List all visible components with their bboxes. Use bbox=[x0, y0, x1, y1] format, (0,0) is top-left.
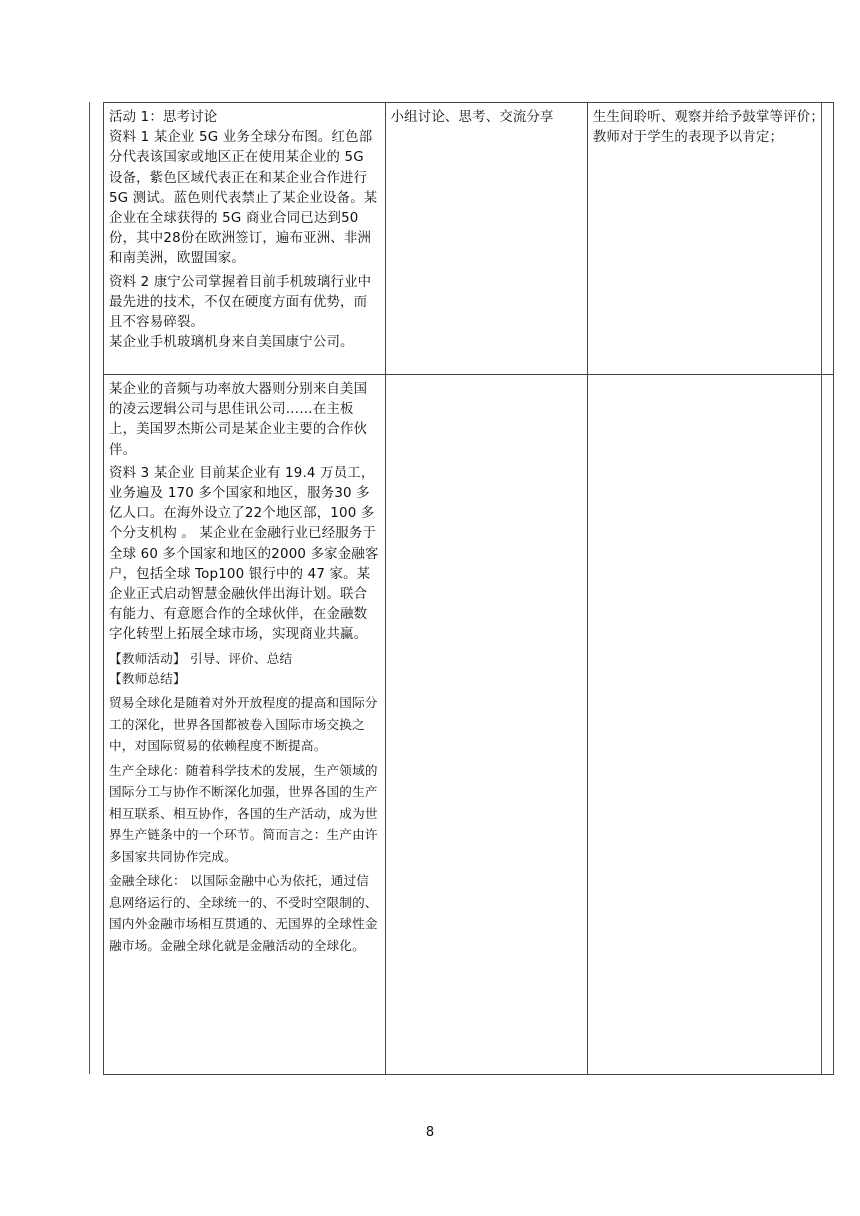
page-number: 8 bbox=[425, 1125, 435, 1140]
teaching-content-cell bbox=[104, 103, 386, 375]
teacher-activity-label: 【教师活动】 引导、评价、总结 bbox=[109, 650, 293, 666]
material-3-paragraph: 资料 3 某企业 目前某企业有 19.4 万员工，业务遍及 170 多个国家和地区，服务30 多亿人口。在海外设立了22个地区部，100 多个分支机构 。 某企业在金融行业已经服务于全球 60 多个国家和地区的2000 多家金融客户，包括全球 Top100 银行中的 47 家。某企业正式启动智慧金融伙伴出海计划。联合有能力、有意愿合作的全球伙伴，在金融数字化转型上拓展全球市场，实现商业共赢。 bbox=[109, 465, 379, 643]
evaluation-text-1: 生生间聆听、观察并给予鼓掌等评价； bbox=[592, 110, 824, 125]
left-margin-rule bbox=[89, 102, 90, 1074]
teacher-summary-label: 【教师总结】 bbox=[109, 670, 186, 686]
trade-globalization-paragraph: 贸易全球化是随着对外开放程度的提高和国际分工的深化，世界各国都被卷入国际市场交换之中，对国际贸易的依赖程度不断提高。 bbox=[109, 695, 378, 754]
table-row bbox=[104, 375, 834, 1075]
activity-heading: 活动 1：思考讨论 bbox=[109, 110, 218, 125]
student-activity-text: 小组讨论、思考、交流分享 bbox=[390, 110, 554, 125]
finance-globalization-paragraph: 金融全球化： 以国际金融中心为依托，通过信息网络运行的、全球统一的、不受时空限制的、 国内外金融市场相互贯通的、无国界的全球性金融市场。金融全球化就是金融活动的全球化。 bbox=[109, 873, 378, 953]
evaluation-cell bbox=[587, 103, 833, 375]
evaluation-cell bbox=[587, 375, 833, 1075]
material-2-paragraph: 资料 2 康宁公司掌握着目前手机玻璃行业中最先进的技术，不仅在硬度方面有优势，而且不容易碎裂。 bbox=[109, 274, 372, 331]
lesson-plan-table bbox=[103, 102, 834, 1075]
table-row bbox=[104, 103, 834, 375]
material-2-note: 某企业手机玻璃机身来自美国康宁公司。 bbox=[109, 335, 354, 351]
material-1-paragraph: 资料 1 某企业 5G 业务全球分布图。红色部分代表该国家或地区正在使用某企业的 5G 设备，紫色区域代表正在和某企业合作进行 5G 测试。蓝色则代表禁止了某企业设备。某企业在全球获得的 5G 商业合同已达到50份，其中28份在欧洲签订，遍布亚洲、非洲和南美洲，欧盟国家。 bbox=[109, 130, 378, 267]
evaluation-text-2: 教师对于学生的表现予以肯定； bbox=[592, 130, 784, 146]
teaching-content-cell bbox=[104, 375, 386, 1075]
student-activity-cell bbox=[385, 103, 587, 375]
suppliers-paragraph: 某企业的音频与功率放大器则分别来自美国的凌云逻辑公司与思佳讯公司……在主板上，美国罗杰斯公司是某企业主要的合作伙伴。 bbox=[109, 382, 368, 458]
production-globalization-paragraph: 生产全球化：随着科学技术的发展，生产领域的国际分工与协作不断深化加强，世界各国的生产相互联系、相互协作，各国的生产活动，成为世界生产链条中的一个环节。简而言之：生产由许多国家共同协作完成。 bbox=[109, 762, 378, 864]
student-activity-cell bbox=[385, 375, 587, 1075]
